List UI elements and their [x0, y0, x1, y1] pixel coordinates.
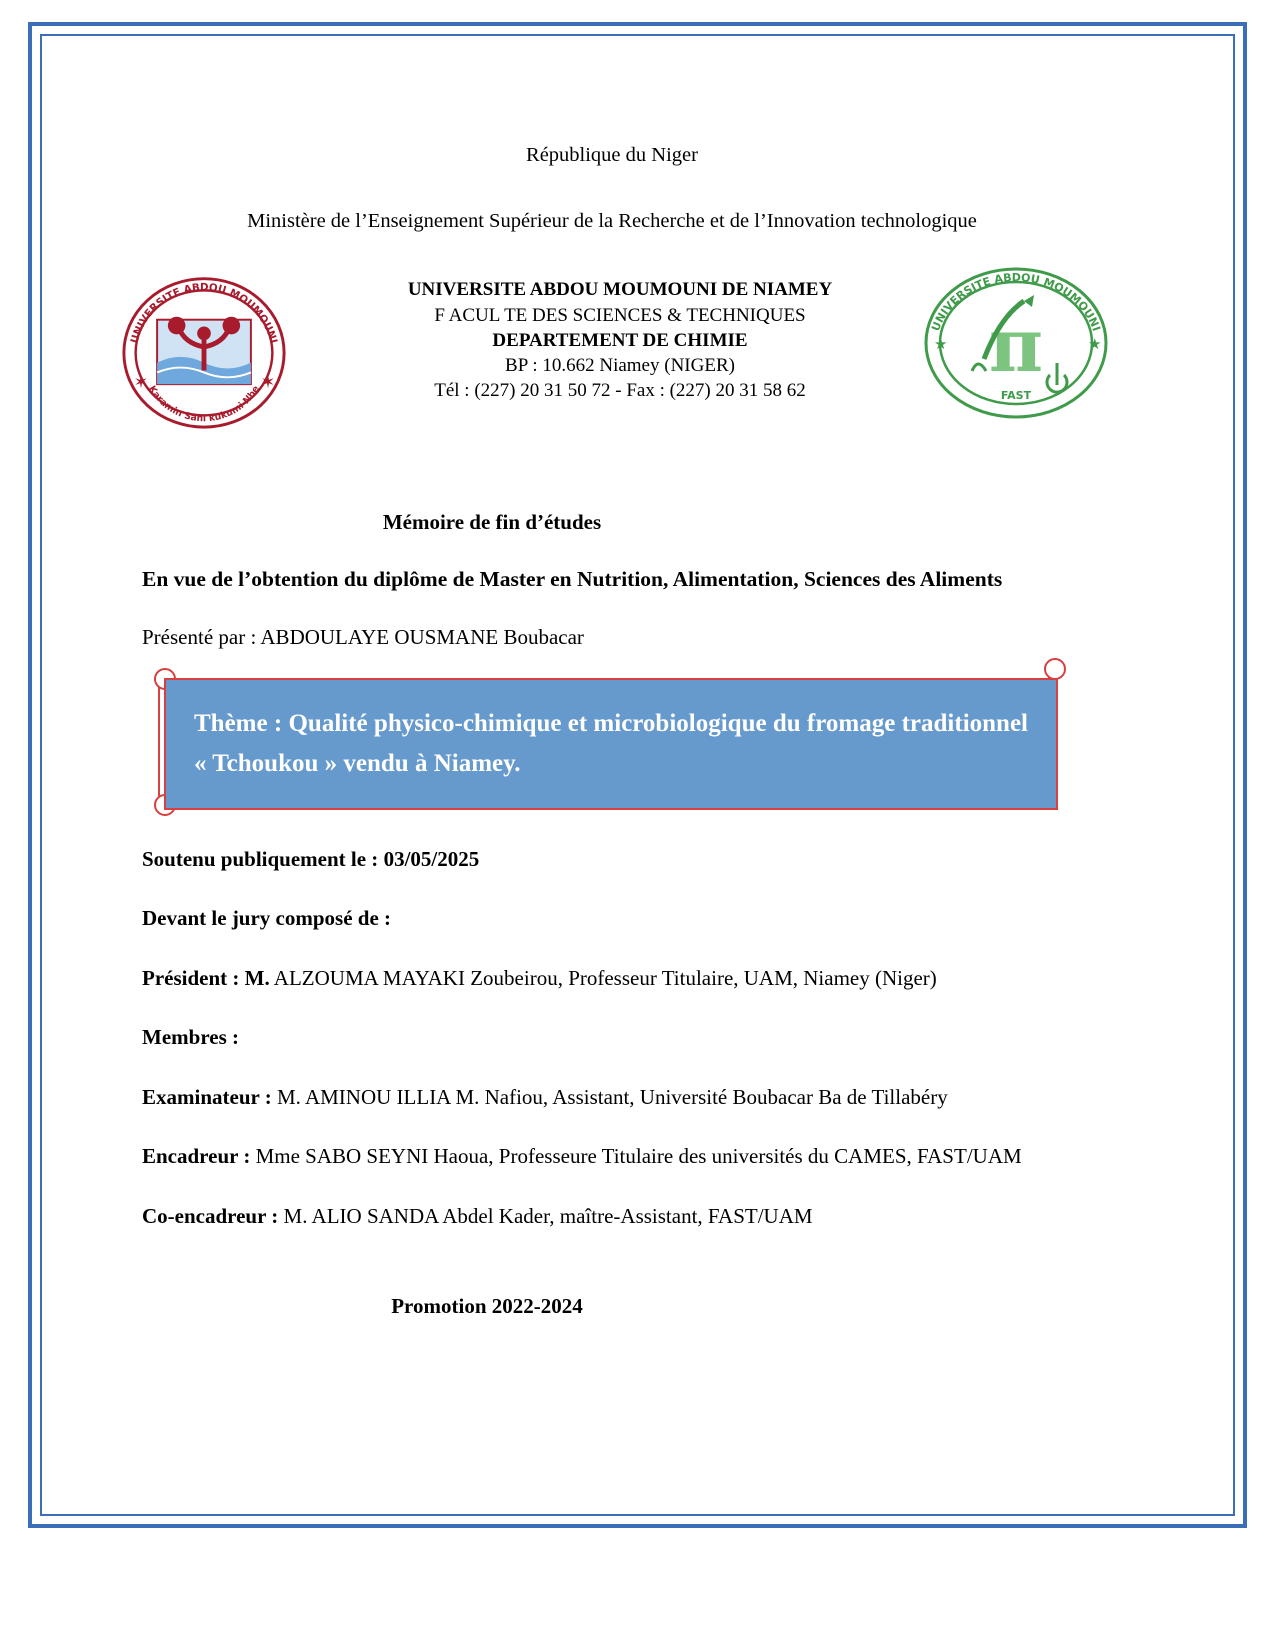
- jury-intro: [142, 903, 1082, 935]
- jury-name-president: ALZOUMA MAYAKI Zoubeirou, Professeur Titulaire, UAM, Niamey (Niger): [269, 965, 937, 990]
- country-line: République du Niger: [526, 144, 698, 166]
- svg-text:Karamin Sani kukumi Nbe: Karamin Sani kukumi Nbe: [146, 384, 262, 425]
- svg-text:✶: ✶: [260, 373, 276, 394]
- jury-members-label: [142, 1022, 1082, 1054]
- defense-date-label: Soutenu publiquement le :: [142, 846, 384, 871]
- jury-role-co-encadreur: Co-encadreur :: [142, 1203, 284, 1228]
- svg-text:π: π: [988, 303, 1044, 390]
- author-label: Présenté par :: [142, 624, 261, 649]
- jury-name-co-encadreur: M. ALIO SANDA Abdel Kader, maître-Assistant, FAST/UAM: [283, 1203, 813, 1228]
- author-name: ABDOULAYE OUSMANE Boubacar: [260, 624, 584, 649]
- jury-role-president: Président : M.: [142, 965, 270, 990]
- institution-faculty: F ACUL TE DES SCIENCES & TECHNIQUES: [434, 304, 806, 326]
- jury-member-president: [142, 963, 1082, 995]
- institution-department: DEPARTEMENT DE CHIMIE: [492, 329, 748, 351]
- jury-name-encadreur: Mme SABO SEYNI Haoua, Professeure Titulaire des universités du CAMES, FAST/UAM: [255, 1144, 1022, 1169]
- theme-text: Thème : Qualité physico-chimique et microbiologique du fromage traditionnel « Tchoukou » vendu à Niamey.: [194, 709, 1028, 777]
- theme-banner: [150, 664, 1070, 816]
- jury-member-co-encadreur: [142, 1201, 1082, 1233]
- ribbon-curl-top-right-icon: [1044, 658, 1066, 680]
- jury-role-members: Membres :: [142, 1025, 239, 1050]
- institution-row: [128, 263, 1103, 438]
- document-content: [128, 60, 1103, 1319]
- fast-seal-icon: [910, 263, 1122, 423]
- theme-box: [164, 678, 1058, 810]
- svg-text:✶: ✶: [133, 373, 149, 394]
- institution-po-box: BP : 10.662 Niamey (NIGER): [505, 355, 735, 377]
- thesis-type: Mémoire de fin d’études: [382, 510, 602, 535]
- university-seal-icon: [106, 265, 302, 433]
- svg-text:UNIVERSITE ABDOU MOUMOUNI: UNIVERSITE ABDOU MOUMOUNI: [929, 271, 1103, 334]
- jury-role-encadreur: Encadreur :: [142, 1144, 256, 1169]
- promotion-line: Promotion 2022-2024: [391, 1294, 583, 1319]
- defense-date: 03/05/2025: [383, 846, 480, 871]
- jury-member-examinateur: [142, 1082, 1082, 1114]
- defense-date-line: [142, 844, 1082, 876]
- thesis-purpose: En vue de l’obtention du diplôme de Master en Nutrition, Alimentation, Sciences des Aliments: [142, 567, 1003, 592]
- jury-intro-text: Devant le jury composé de :: [142, 906, 392, 931]
- jury-member-encadreur: [142, 1141, 1082, 1173]
- svg-text:★: ★: [934, 335, 948, 354]
- thesis-author-line: [142, 625, 1082, 650]
- jury-role-examinateur: Examinateur :: [142, 1084, 277, 1109]
- ministry-line: Ministère de l’Enseignement Supérieur de la Recherche et de l’Innovation technologique: [247, 209, 977, 232]
- svg-text:UNIVERSITE ABDOU MOUMOUNI: UNIVERSITE ABDOU MOUMOUNI: [128, 281, 280, 345]
- institution-block: [348, 277, 892, 403]
- institution-contact: Tél : (227) 20 31 50 72 - Fax : (227) 20 31 58 62: [434, 380, 806, 402]
- svg-text:★: ★: [1088, 335, 1102, 354]
- svg-text:FAST: FAST: [1000, 389, 1032, 403]
- institution-university: UNIVERSITE ABDOU MOUMOUNI DE NIAMEY: [407, 279, 833, 301]
- jury-name-examinateur: M. AMINOU ILLIA M. Nafiou, Assistant, Université Boubacar Ba de Tillabéry: [276, 1084, 948, 1109]
